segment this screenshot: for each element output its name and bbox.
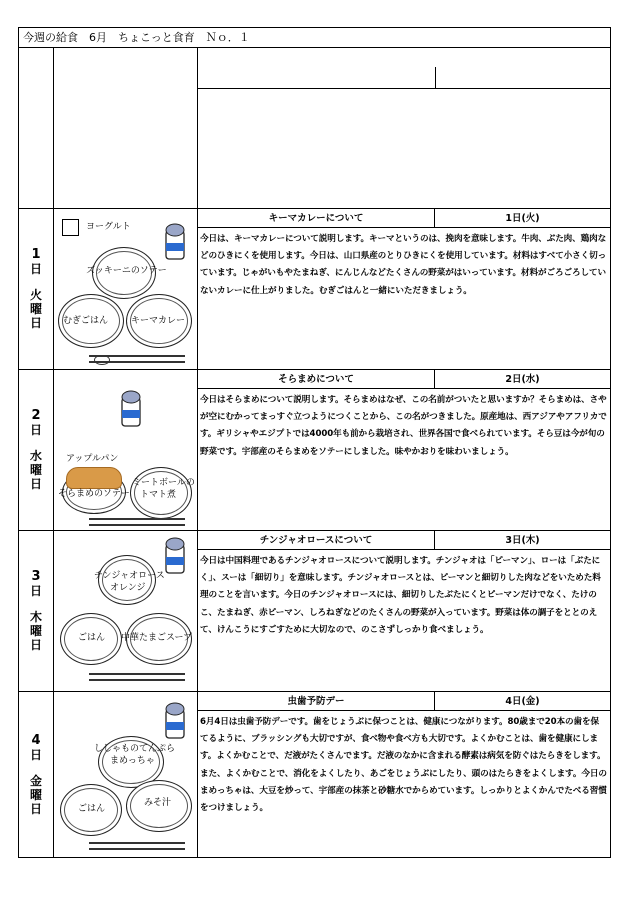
topic-text: 今日は中国料理であるチンジャオロースについて説明します。チンジャオは「ピーマン」、ローは「ぶたにく」、スーは「細切り」を意味します。チンジャオロースとは、ピーマンと細切りした肉などをいためた料理のことを言います。今日のチンジャオロースには、細切りしたぶたにくとピーマンだけでなく、たけのこ、たまねぎ、赤ピーマン、しろねぎなどのたくさんの野菜が入っています。野菜は体の調子をととのえて、けんこうにすごすために大切なので、のこさずしっかり食べましょう。 xyxy=(200,556,601,635)
topic-text: 6月4日は虫歯予防デーです。歯をじょうぶに保つことは、健康につながります。80歳まで20本の歯を保てるように、ブラッシングも大切ですが、食べ物や食べ方も大切です。よくかむことは、歯を健康にします。よくかむことで、だ液がたくさんでます。だ液のなかに含まれる酵素は病気を防ぐはたらきをします。また、よくかむことで、消化をよくしたり、あごをじょうぶにしたり、頭のはたらきをよくします。今日のまめっちゃは、大豆を炒って、宇部産の抹茶と砂糖水でからめています。しっかりとよくかんでたべる習慣をつけましょう。 xyxy=(200,717,607,814)
chopsticks-icon xyxy=(89,848,185,850)
day-row-3 xyxy=(19,531,610,692)
blank-row xyxy=(19,48,610,209)
weekday-char: 曜 xyxy=(29,787,42,802)
topic-title: 虫歯予防デー xyxy=(198,692,435,710)
chopsticks-icon xyxy=(89,361,185,363)
food-label: アップルパン xyxy=(66,454,119,464)
day-label-1 xyxy=(19,209,54,369)
weekday-char: 曜 xyxy=(29,624,42,638)
weekday-char: 日 xyxy=(29,316,42,330)
topic-header xyxy=(198,692,610,711)
food-label: ズッキーニのソテー xyxy=(86,266,167,276)
blank-day-cell xyxy=(19,48,54,208)
yogurt-box-icon xyxy=(62,219,79,236)
chopsticks-icon xyxy=(89,355,185,357)
milk-bottle-icon xyxy=(164,702,186,740)
weekday-char: 金 xyxy=(29,773,42,788)
day-unit: 日 xyxy=(29,262,42,276)
topic-date: 4日(金) xyxy=(505,696,540,707)
menu-illustration-3 xyxy=(54,531,198,691)
weekday-char: 日 xyxy=(29,477,42,491)
weekday-char: 曜 xyxy=(29,463,42,477)
day-number: 2 xyxy=(31,408,41,423)
topic-date: 3日(木) xyxy=(505,535,540,546)
topic-date: 1日(火) xyxy=(505,213,540,224)
food-label: みそ汁 xyxy=(144,798,172,808)
weekday-char: 木 xyxy=(29,610,42,624)
day-label-2 xyxy=(19,370,54,530)
topic-title: チンジャオロースについて xyxy=(198,531,435,549)
day-number: 4 xyxy=(31,732,41,748)
day-number: 3 xyxy=(31,569,41,584)
chopsticks-icon xyxy=(89,673,185,675)
description-cell-1 xyxy=(198,209,610,369)
topic-header xyxy=(198,370,610,389)
blank-header xyxy=(198,67,610,89)
weekday-char: 水 xyxy=(29,449,42,463)
menu-illustration-2 xyxy=(54,370,198,530)
food-label: ごはん xyxy=(78,804,106,814)
description-cell-2 xyxy=(198,370,610,530)
menu-sheet xyxy=(18,27,611,858)
food-label: ミートボールの xyxy=(132,478,195,488)
weekday-char: 日 xyxy=(29,801,42,816)
food-label: ごはん xyxy=(78,633,106,643)
chopsticks-icon xyxy=(89,842,185,844)
day-row-2 xyxy=(19,370,610,531)
blank-text-cell xyxy=(198,48,610,208)
topic-title: キーマカレーについて xyxy=(198,209,435,227)
description-cell-4 xyxy=(198,692,610,857)
day-label-4 xyxy=(19,692,54,857)
food-label: ヨーグルト xyxy=(86,222,131,232)
topic-text: 今日はそらまめについて説明します。そらまめはなぜ、この名前がついたと思いますか？そらまめは、さやが空にむかってまっすぐ立つようにつくことから、この名がつきました。原産地は、西アジアやアフリカです。ギリシャやエジプトでは4000年も前から栽培され、世界各国で食べられています。そら豆は今が旬の野菜です。宇部産のそらまめをソテーにしました。味やかおりを味わいましょう。 xyxy=(200,395,607,457)
day-row-4 xyxy=(19,692,610,857)
topic-header xyxy=(198,531,610,550)
topic-header xyxy=(198,209,610,228)
description-cell-3 xyxy=(198,531,610,691)
day-number: 1 xyxy=(31,247,41,262)
topic-title: そらまめについて xyxy=(198,370,435,388)
blank-illustration-cell xyxy=(54,48,198,208)
food-label: むぎごはん xyxy=(63,316,109,326)
chopsticks-icon xyxy=(89,518,185,520)
day-row-1 xyxy=(19,209,610,370)
food-label: トマト煮 xyxy=(140,490,177,500)
food-label: チンジャオロース xyxy=(94,571,165,581)
milk-bottle-icon xyxy=(120,390,142,428)
weekday-char: 曜 xyxy=(29,302,42,316)
bread-icon xyxy=(66,467,122,489)
page-title: 今週の給食 6月 ちょこっと食育 Ｎｏ．１ xyxy=(19,28,610,48)
day-label-3 xyxy=(19,531,54,691)
milk-bottle-icon xyxy=(164,537,186,575)
food-label: オレンジ xyxy=(110,583,146,593)
chopsticks-icon xyxy=(89,524,185,526)
food-label: ししゃものてんぷら xyxy=(94,744,176,754)
day-unit: 日 xyxy=(29,423,42,437)
food-label: 中華たまごスープ xyxy=(121,633,193,643)
milk-bottle-icon xyxy=(164,223,186,261)
day-unit: 日 xyxy=(29,584,42,598)
day-unit: 日 xyxy=(29,747,42,762)
weekday-char: 火 xyxy=(29,288,42,302)
menu-illustration-1 xyxy=(54,209,198,369)
menu-illustration-4 xyxy=(54,692,198,857)
topic-text: 今日は、キーマカレーについて説明します。キーマというのは、挽肉を意味します。牛肉、ぶた肉、鶏肉などのひきにくを使用します。今日は、山口県産のとりひきにくを使用しています。材料はすべて小さく切っています。じゃがいもやたまねぎ、にんじんなどたくさんの野菜がはいっています。材料がごろごろしていないカレーに仕上がりました。むぎごはんと一緒にいただきましょう。 xyxy=(200,234,607,296)
food-label: そらまめのソテー xyxy=(58,489,130,499)
topic-date: 2日(水) xyxy=(505,374,540,385)
food-label: まめっちゃ xyxy=(110,756,155,766)
food-label: キーマカレー xyxy=(131,316,186,326)
weekday-char: 日 xyxy=(29,638,42,652)
chopsticks-icon xyxy=(89,679,185,681)
